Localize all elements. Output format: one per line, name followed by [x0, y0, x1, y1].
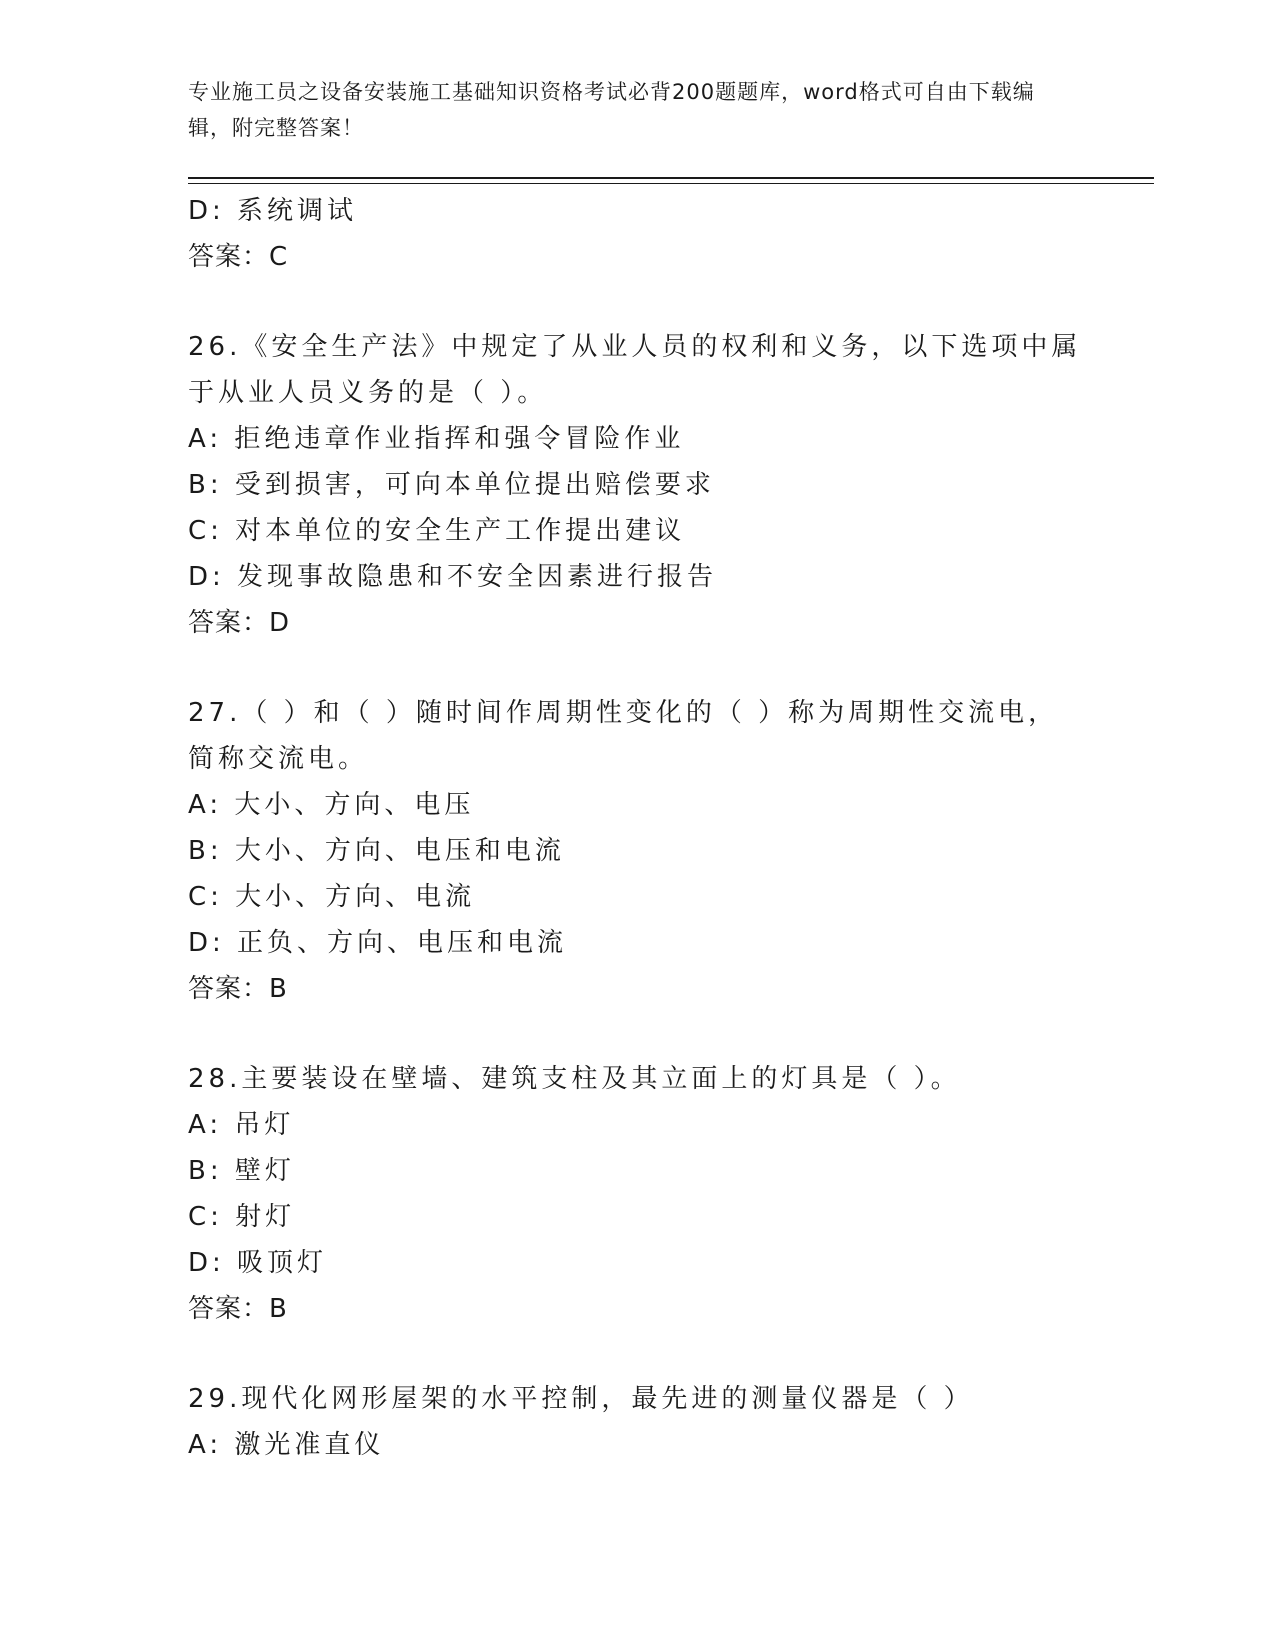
- option-d: D: 系统调试: [188, 196, 358, 226]
- option-d: D: 正负、方向、电压和电流: [188, 928, 568, 958]
- option-d: D: 吸顶灯: [188, 1248, 328, 1278]
- answer: 答案：B: [188, 974, 288, 1004]
- option-a: A: 吊灯: [188, 1110, 295, 1140]
- question-27: [188, 690, 1088, 1012]
- option-a: A: 大小、方向、电压: [188, 790, 475, 820]
- answer: 答案：B: [188, 1294, 288, 1324]
- spacer: [188, 646, 1088, 690]
- question-29: [188, 1376, 1088, 1468]
- answer: 答案：C: [188, 242, 289, 272]
- document-header: 专业施工员之设备安装施工基础知识资格考试必背200题题库，word格式可自由下载编辑，附完整答案！: [188, 80, 1035, 140]
- spacer: [188, 1332, 1088, 1376]
- option-c: C: 对本单位的安全生产工作提出建议: [188, 516, 686, 546]
- answer: 答案：D: [188, 608, 291, 638]
- question-title: 27.（ ）和（ ）随时间作周期性变化的（ ）称为周期性交流电，简称交流电。: [188, 698, 1059, 774]
- question-title: 28.主要装设在壁墙、建筑支柱及其立面上的灯具是（ ）。: [188, 1064, 961, 1094]
- question-title: 29.现代化网形屋架的水平控制，最先进的测量仪器是（ ）: [188, 1384, 974, 1414]
- question-title: 26.《安全生产法》中规定了从业人员的权利和义务，以下选项中属于从业人员义务的是（ ）。: [188, 332, 1082, 408]
- option-c: C: 大小、方向、电流: [188, 882, 476, 912]
- spacer: [188, 280, 1088, 324]
- option-b: B: 受到损害，可向本单位提出赔偿要求: [188, 470, 715, 500]
- question-list: [188, 188, 1088, 1468]
- question-28: [188, 1056, 1088, 1332]
- option-a: A: 拒绝违章作业指挥和强令冒险作业: [188, 424, 685, 454]
- spacer: [188, 1012, 1088, 1056]
- option-c: C: 射灯: [188, 1202, 296, 1232]
- question-26: [188, 324, 1088, 646]
- option-d: D: 发现事故隐患和不安全因素进行报告: [188, 562, 718, 592]
- header-divider-thin: [188, 183, 1154, 184]
- option-b: B: 壁灯: [188, 1156, 295, 1186]
- option-b: B: 大小、方向、电压和电流: [188, 836, 565, 866]
- header-divider-thick: [188, 177, 1154, 179]
- option-a: A: 激光准直仪: [188, 1430, 385, 1460]
